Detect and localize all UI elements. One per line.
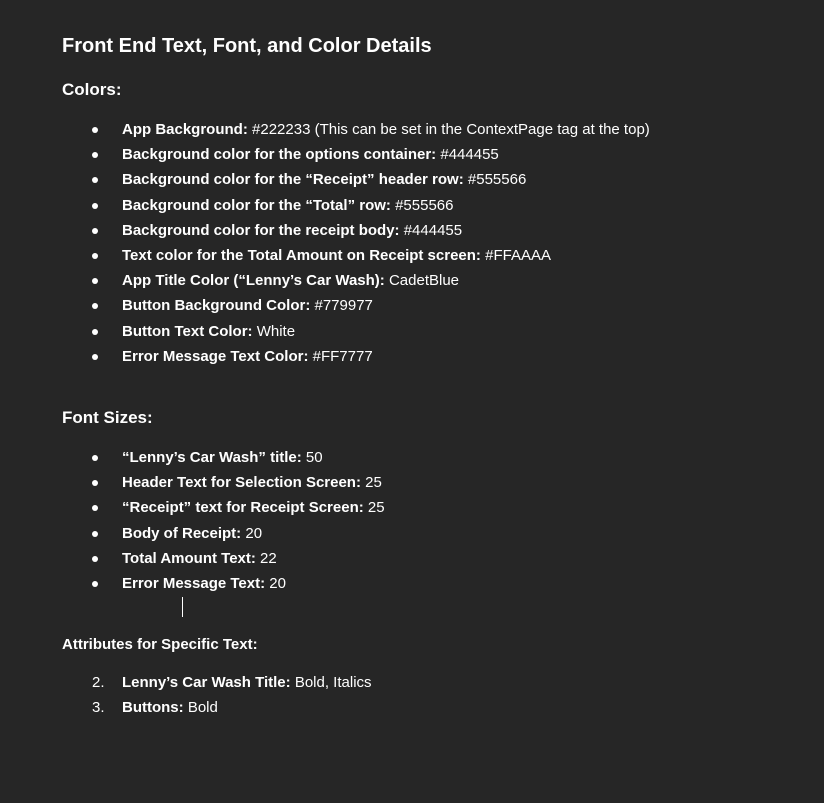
item-label: Text color for the Total Amount on Receipt screen: [122,246,481,264]
list-number: 2. [92,674,105,691]
item-value: #444455 [436,146,499,164]
font-sizes-heading: Font Sizes: [62,408,153,427]
item-label: Background color for the options container: [122,146,437,164]
item-value: White [252,322,296,340]
item-label: Button Background Color: [122,297,311,315]
bullet-icon [92,203,98,209]
bullet-icon [92,253,98,259]
item-value: #555566 [463,171,527,189]
item-label: “Lenny’s Car Wash” title: [122,449,302,466]
item-label: Total Amount Text: [122,549,256,567]
colors-heading: Colors: [62,80,122,99]
item-value: 25 [360,474,382,492]
bullet-icon [92,480,98,486]
item-value: 22 [255,549,277,567]
bullet-icon [92,455,98,461]
bullet-icon [92,354,98,360]
item-label: Body of Receipt: [122,524,242,542]
item-label: Background color for the receipt body: [122,221,400,239]
item-value: 20 [265,574,286,592]
bullet-icon [92,152,98,158]
item-value: #FF7777 [308,347,373,365]
item-label: Button Text Color: [122,322,253,340]
item-label: “Receipt” text for Receipt Screen: [122,499,364,517]
item-value: #444455 [399,221,463,239]
bullet-icon [92,531,98,537]
bullet-icon [92,177,98,183]
bullet-icon [92,228,98,234]
bullet-icon [92,127,98,133]
item-value: #FFAAAA [480,246,551,264]
document-title: Front End Text, Font, and Color Details [62,35,432,57]
item-value: Bold [183,699,218,717]
attributes-heading: Attributes for Specific Text: [62,636,258,653]
item-label: Buttons: [122,699,184,717]
item-value: 50 [301,449,323,466]
item-label: Background color for the “Total” row: [122,196,391,214]
list-number: 3. [92,699,105,717]
item-value: 20 [241,524,263,542]
item-label: App Background: [122,121,248,138]
bullet-icon [92,505,98,511]
text-cursor [182,597,183,617]
item-value: 25 [363,499,385,517]
item-value: #555566 [390,196,454,214]
bullet-icon [92,329,98,335]
bullet-icon [92,278,98,284]
item-label: App Title Color (“Lenny’s Car Wash): [122,272,385,290]
item-label: Header Text for Selection Screen: [122,474,361,492]
item-value: #222233 (This can be set in the ContextPage tag at the top) [247,121,650,138]
item-label: Lenny’s Car Wash Title: [122,674,291,691]
item-value: Bold, Italics [290,674,372,691]
item-label: Background color for the “Receipt” header row: [122,171,464,189]
bullet-icon [92,303,98,309]
item-value: CadetBlue [384,272,460,290]
item-label: Error Message Text Color: [122,347,309,365]
bullet-icon [92,581,98,587]
item-label: Error Message Text: [122,574,266,592]
item-value: #779977 [310,297,373,315]
bullet-icon [92,556,98,562]
